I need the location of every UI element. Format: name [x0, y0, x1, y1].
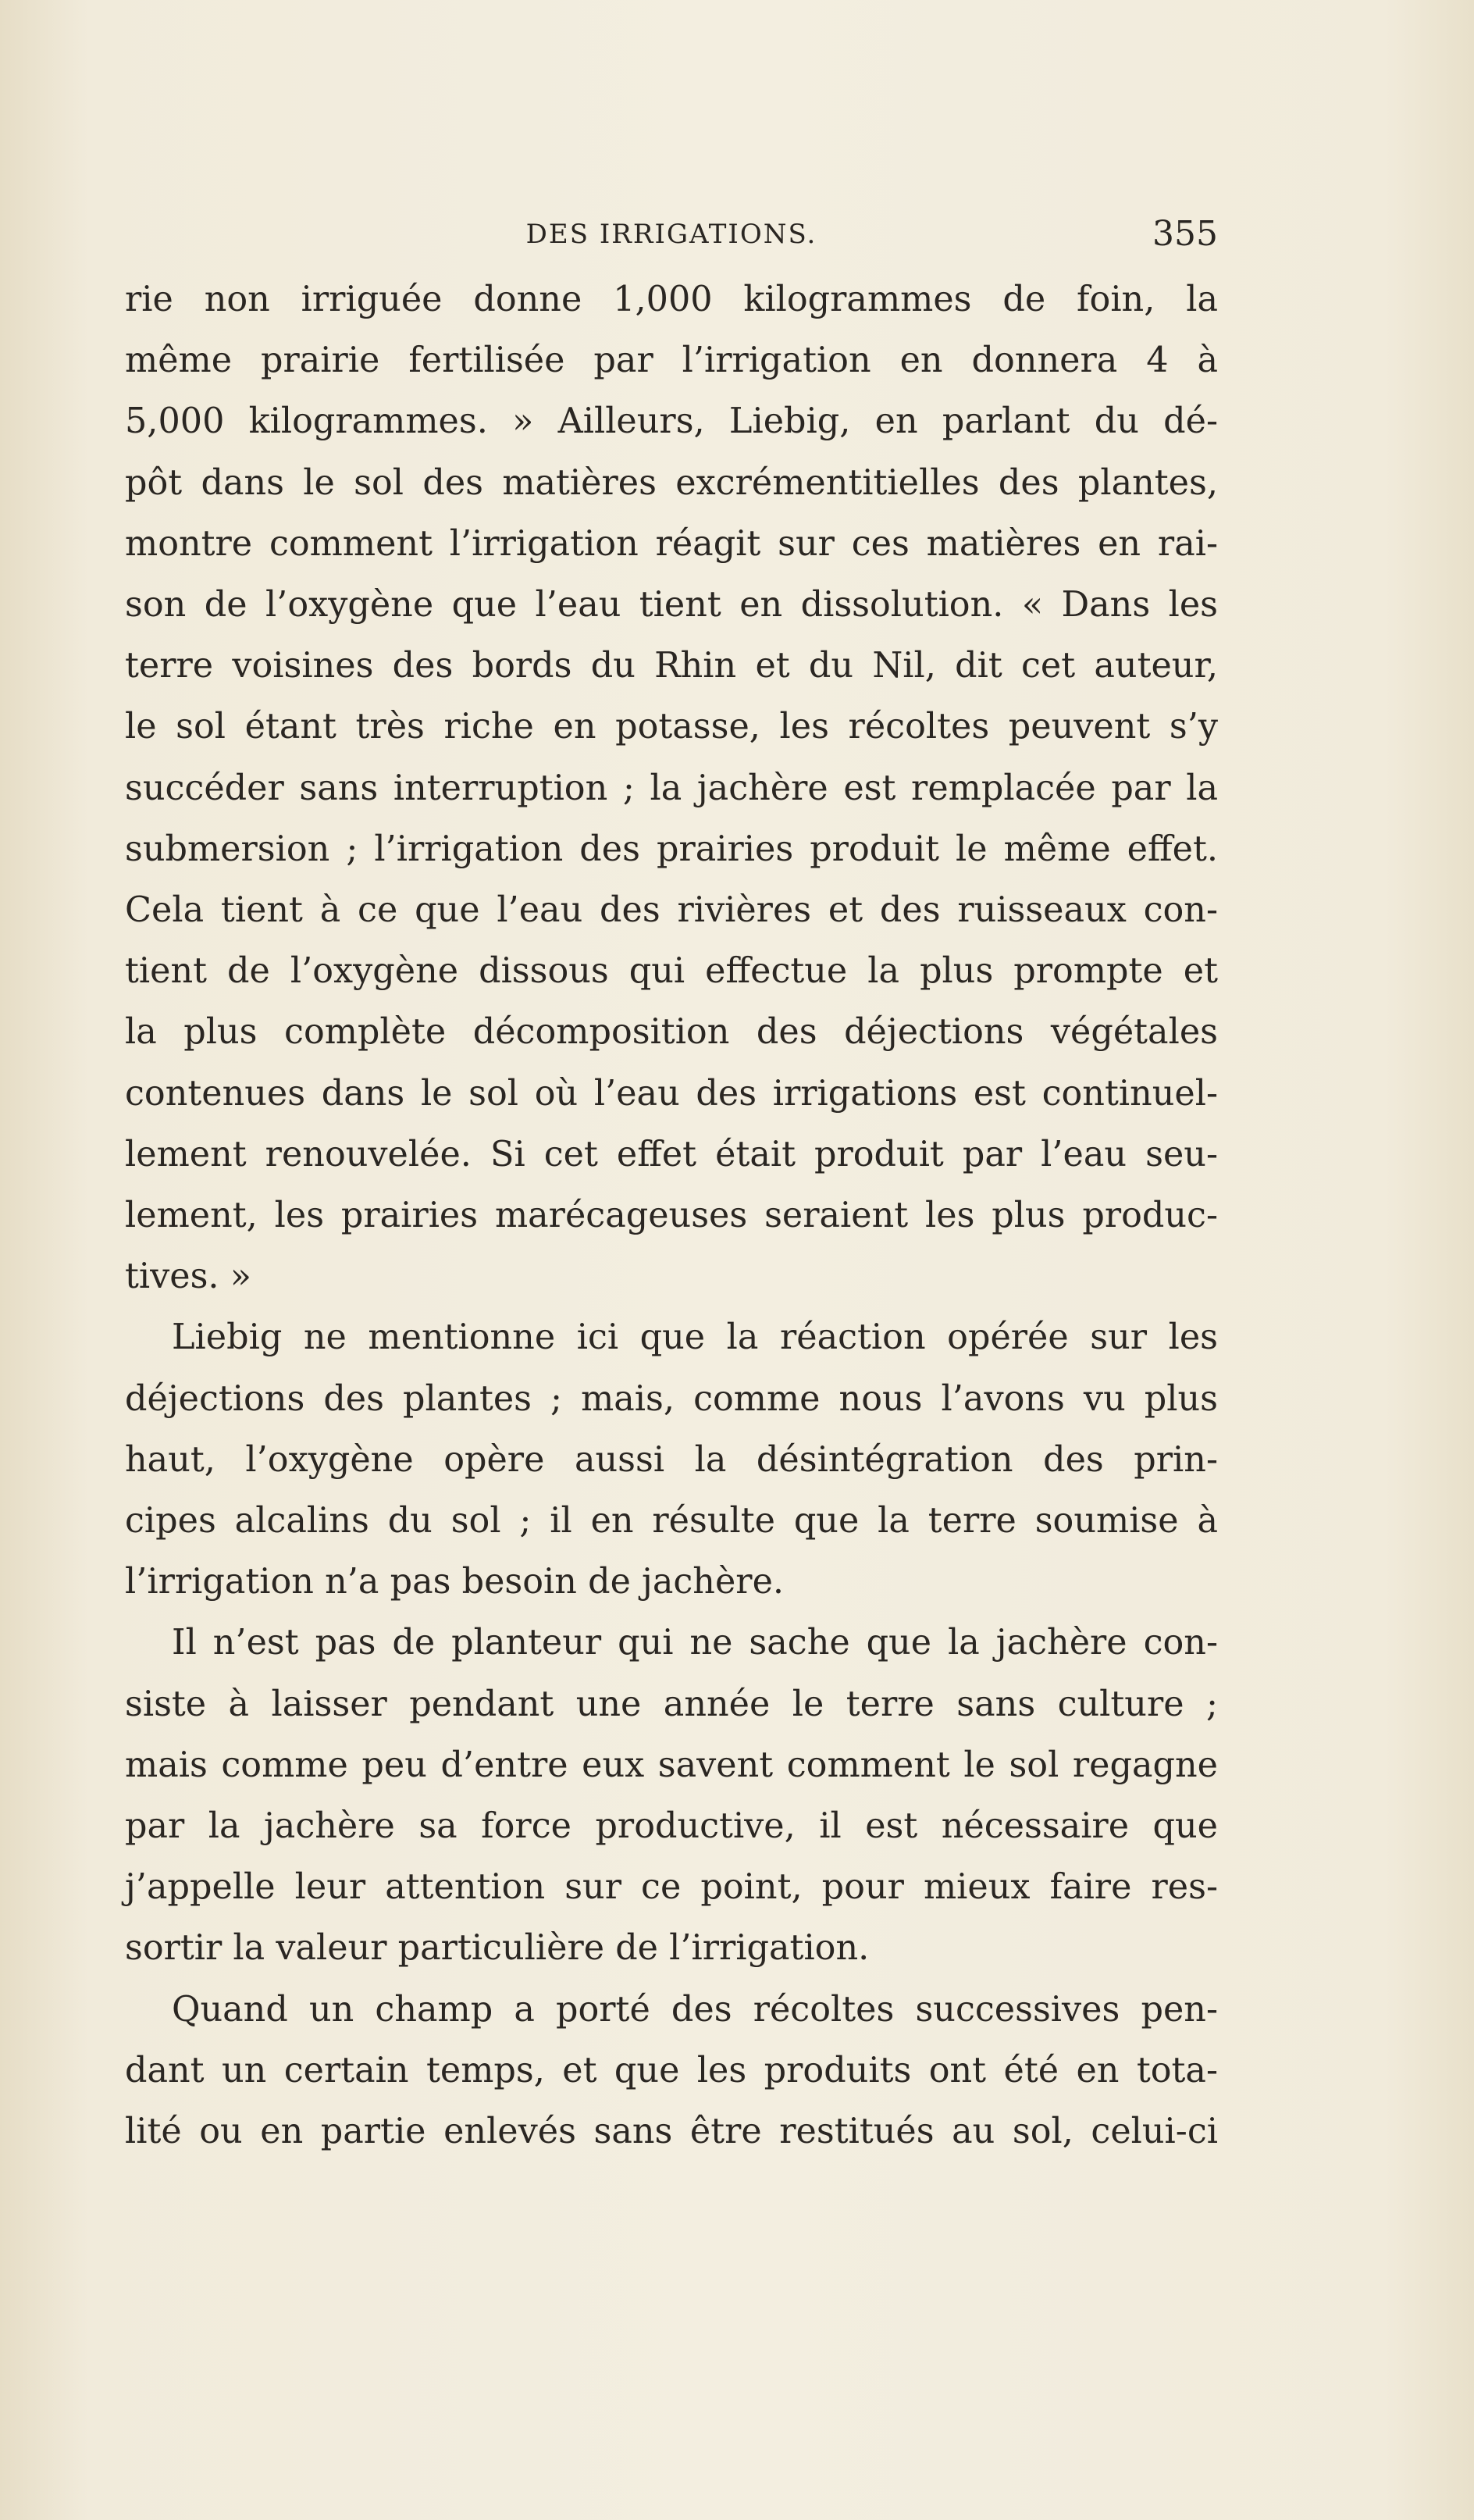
text-line: sortir la valeur particulière de l’irrigation. — [125, 1928, 870, 1969]
running-title: DES IRRIGATIONS. — [525, 219, 817, 250]
text-line: succéder sans interruption ; la jachère est remplacée par la — [125, 768, 1218, 808]
text-line: pôt dans le sol des matières excrémentitielles des plantes, — [125, 462, 1218, 503]
text-line: la plus complète décomposition des déjections végétales — [125, 1012, 1218, 1053]
text-line: son de l’oxygène que l’eau tient en dissolution. « Dans les — [125, 585, 1218, 626]
text-line: montre comment l’irrigation réagit sur ces matières en rai- — [125, 523, 1218, 564]
body-text — [125, 269, 1218, 2162]
text-line: dant un certain temps, et que les produits ont été en tota- — [125, 2050, 1218, 2090]
text-line: lement renouvelée. Si cet effet était produit par l’eau seu- — [125, 1134, 1218, 1174]
text-line: tives. » — [125, 1256, 251, 1297]
text-line: siste à laisser pendant une année le terre sans culture ; — [125, 1684, 1218, 1724]
text-line: j’appelle leur attention sur ce point, pour mieux faire res- — [125, 1867, 1218, 1908]
text-line: lement, les prairies marécageuses seraient les plus produc- — [125, 1196, 1218, 1236]
text-line: lité ou en partie enlevés sans être restitués au sol, celui-ci — [125, 2112, 1218, 2152]
text-line: cipes alcalins du sol ; il en résulte que la terre soumise à — [125, 1501, 1218, 1542]
text-line: le sol étant très riche en potasse, les récoltes peuvent s’y — [125, 707, 1218, 747]
text-line: Quand un champ a porté des récoltes successives pen- — [172, 1989, 1218, 2030]
text-line: contenues dans le sol où l’eau des irrigations est continuel- — [125, 1073, 1218, 1114]
text-line: 5,000 kilogrammes. » Ailleurs, Liebig, en parlant du dé- — [125, 401, 1218, 442]
text-line: même prairie fertilisée par l’irrigation en donnera 4 à — [125, 340, 1218, 381]
page-number: 355 — [1152, 214, 1218, 254]
text-line: rie non irriguée donne 1,000 kilogrammes de foin, la — [125, 280, 1218, 319]
text-line: submersion ; l’irrigation des prairies produit le même effet. — [125, 829, 1218, 869]
page-header — [125, 211, 1218, 258]
text-line: déjections des plantes ; mais, comme nous l’avons vu plus — [125, 1378, 1218, 1419]
text-line: mais comme peu d’entre eux savent comment le sol regagne — [125, 1745, 1218, 1785]
text-line: Cela tient à ce que l’eau des rivières et des ruisseaux con- — [125, 890, 1218, 931]
text-line: l’irrigation n’a pas besoin de jachère. — [125, 1562, 785, 1602]
text-line: haut, l’oxygène opère aussi la désintégration des prin- — [125, 1439, 1218, 1480]
text-line: Liebig ne mentionne ici que la réaction opérée sur les — [172, 1317, 1218, 1358]
text-line: tient de l’oxygène dissous qui effectue la plus prompte et — [125, 951, 1218, 992]
text-line: Il n’est pas de planteur qui ne sache que la jachère con- — [172, 1623, 1218, 1663]
text-line: par la jachère sa force productive, il est nécessaire que — [125, 1806, 1218, 1847]
text-line: terre voisines des bords du Rhin et du Nil, dit cet auteur, — [125, 646, 1218, 686]
